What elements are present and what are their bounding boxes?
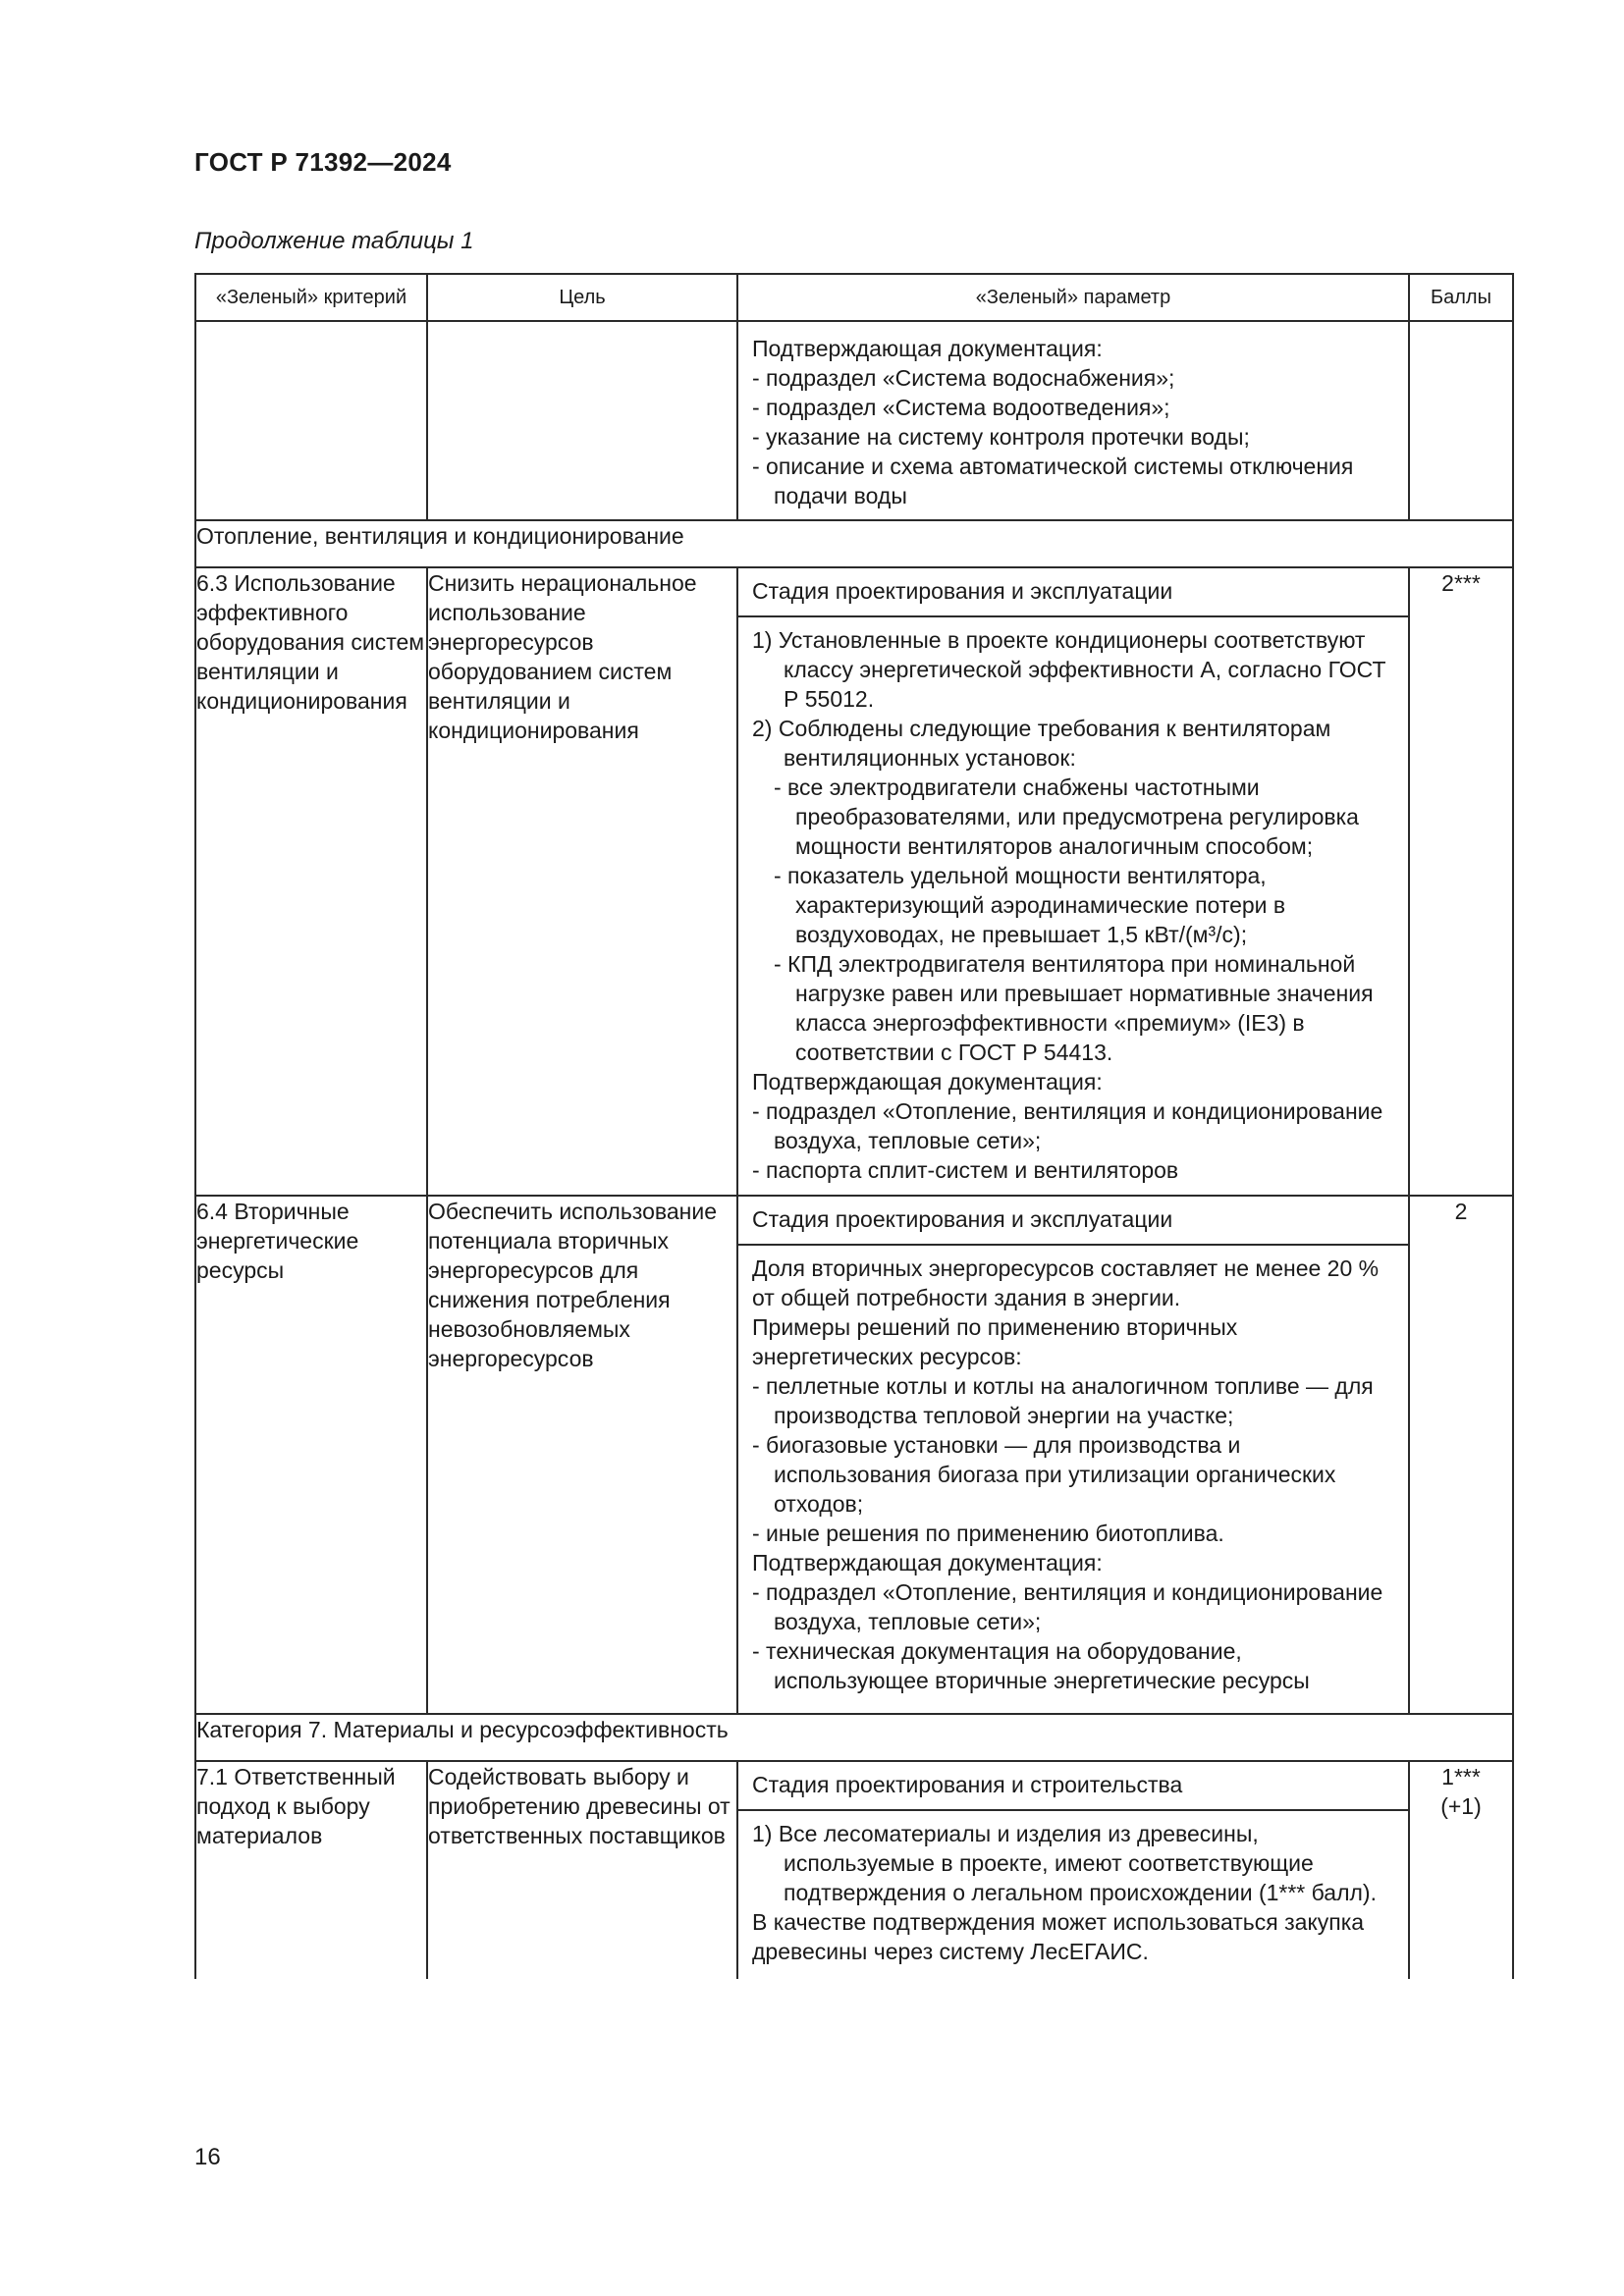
points-cell: 2*** bbox=[1409, 567, 1513, 1196]
bullet-item: - подраздел «Отопление, вентиляция и кондиционирование воздуха, тепловые сети»; bbox=[752, 1098, 1383, 1153]
paragraph: В качестве подтверждения может использоваться закупка древесины через систему ЛесЕГАИС. bbox=[752, 1909, 1365, 1964]
parameter-lines bbox=[738, 617, 1408, 1191]
criterion-cell: 7.1 Ответственный подход к выбору материалов bbox=[195, 1761, 427, 1979]
bullet-item: - техническая документация на оборудование, использующее вторичные энергетические ресурсы bbox=[752, 1638, 1310, 1693]
table-row-6-4 bbox=[195, 1196, 1513, 1714]
bullet-item: - паспорта сплит-систем и вентиляторов bbox=[752, 1157, 1179, 1183]
bullet-item: - все электродвигатели снабжены частотными преобразователями, или предусмотрена регулировка мощности вентиляторов аналогичным способом; bbox=[774, 774, 1359, 859]
paragraph: Подтверждающая документация: bbox=[752, 1069, 1103, 1095]
category-row-heating bbox=[195, 520, 1513, 567]
table-continuation-caption: Продолжение таблицы 1 bbox=[194, 228, 474, 254]
parameter-lines bbox=[738, 1811, 1408, 1972]
points-cell: 2 bbox=[1409, 1196, 1513, 1714]
stage-label: Стадия проектирования и эксплуатации bbox=[738, 568, 1408, 617]
parameter-cell bbox=[737, 1761, 1409, 1979]
parameter-lines bbox=[738, 1246, 1408, 1701]
criterion-cell: 6.4 Вторичные энергетические ресурсы bbox=[195, 1196, 427, 1714]
stage-label: Стадия проектирования и строительства bbox=[738, 1762, 1408, 1811]
category-heading: Отопление, вентиляция и кондиционирование bbox=[195, 520, 1513, 567]
parameter-cell bbox=[737, 567, 1409, 1196]
parameter-lines bbox=[738, 322, 1408, 518]
points-cell bbox=[1409, 321, 1513, 520]
column-header-parameter: «Зеленый» параметр bbox=[737, 274, 1409, 321]
bullet-item: - подраздел «Отопление, вентиляция и кондиционирование воздуха, тепловые сети»; bbox=[752, 1579, 1383, 1634]
bullet-item: - описание и схема автоматической системы отключения подачи воды bbox=[752, 454, 1354, 508]
points-cell bbox=[1409, 1761, 1513, 1979]
criteria-table bbox=[194, 273, 1514, 1979]
goal-cell bbox=[427, 321, 737, 520]
category-row-7 bbox=[195, 1714, 1513, 1761]
goal-cell: Содействовать выбору и приобретению древесины от ответственных поставщиков bbox=[427, 1761, 737, 1979]
category-heading: Категория 7. Материалы и ресурсоэффективность bbox=[195, 1714, 1513, 1761]
numbered-item: 1) Установленные в проекте кондиционеры соответствуют классу энергетической эффективности А, согласно ГОСТ Р 55012. bbox=[752, 627, 1386, 712]
bullet-item: - указание на систему контроля протечки воды; bbox=[752, 424, 1250, 450]
parameter-cell bbox=[737, 1196, 1409, 1714]
points-bonus: (+1) bbox=[1440, 1793, 1482, 1819]
criterion-cell bbox=[195, 321, 427, 520]
paragraph: Подтверждающая документация: bbox=[752, 336, 1103, 361]
numbered-item: 1) Все лесоматериалы и изделия из древесины, используемые в проекте, имеют соответствующие подтверждения о легальном происхождении (1*** балл). bbox=[752, 1821, 1377, 1905]
bullet-item: - подраздел «Система водоснабжения»; bbox=[752, 365, 1175, 391]
paragraph: Примеры решений по применению вторичных энергетических ресурсов: bbox=[752, 1314, 1238, 1369]
stage-label: Стадия проектирования и эксплуатации bbox=[738, 1197, 1408, 1246]
table-row-continued bbox=[195, 321, 1513, 520]
parameter-cell bbox=[737, 321, 1409, 520]
criterion-cell: 6.3 Использование эффективного оборудования систем вентиляции и кондиционирования bbox=[195, 567, 427, 1196]
column-header-criterion: «Зеленый» критерий bbox=[195, 274, 427, 321]
bullet-item: - пеллетные котлы и котлы на аналогичном топливе — для производства тепловой энергии на участке; bbox=[752, 1373, 1374, 1428]
table-row-7-1 bbox=[195, 1761, 1513, 1979]
table-header-row bbox=[195, 274, 1513, 321]
bullet-item: - подраздел «Система водоотведения»; bbox=[752, 395, 1170, 420]
table-row-6-3 bbox=[195, 567, 1513, 1196]
page-number: 16 bbox=[194, 2144, 221, 2170]
column-header-points: Баллы bbox=[1409, 274, 1513, 321]
bullet-item: - иные решения по применению биотоплива. bbox=[752, 1521, 1224, 1546]
goal-cell: Снизить нерациональное использование энергоресурсов оборудованием систем вентиляции и кондиционирования bbox=[427, 567, 737, 1196]
paragraph: Подтверждающая документация: bbox=[752, 1550, 1103, 1575]
goal-cell: Обеспечить использование потенциала вторичных энергоресурсов для снижения потребления невозобновляемых энергоресурсов bbox=[427, 1196, 737, 1714]
paragraph: Доля вторичных энергоресурсов составляет не менее 20 % от общей потребности здания в энергии. bbox=[752, 1255, 1380, 1310]
bullet-item: - биогазовые установки — для производства и использования биогаза при утилизации органических отходов; bbox=[752, 1432, 1336, 1517]
numbered-item: 2) Соблюдены следующие требования к вентиляторам вентиляционных установок: bbox=[752, 716, 1331, 771]
bullet-item: - показатель удельной мощности вентилятора, характеризующий аэродинамические потери в воздуховодах, не превышает 1,5 кВт/(м³/с); bbox=[774, 863, 1286, 947]
points-value: 1*** bbox=[1441, 1764, 1481, 1789]
column-header-goal: Цель bbox=[427, 274, 737, 321]
standard-title: ГОСТ Р 71392—2024 bbox=[194, 147, 452, 177]
bullet-item: - КПД электродвигателя вентилятора при номинальной нагрузке равен или превышает нормативные значения класса энергоэффективности «премиум» (IE3) в соответствии с ГОСТ Р 54413. bbox=[774, 951, 1374, 1065]
